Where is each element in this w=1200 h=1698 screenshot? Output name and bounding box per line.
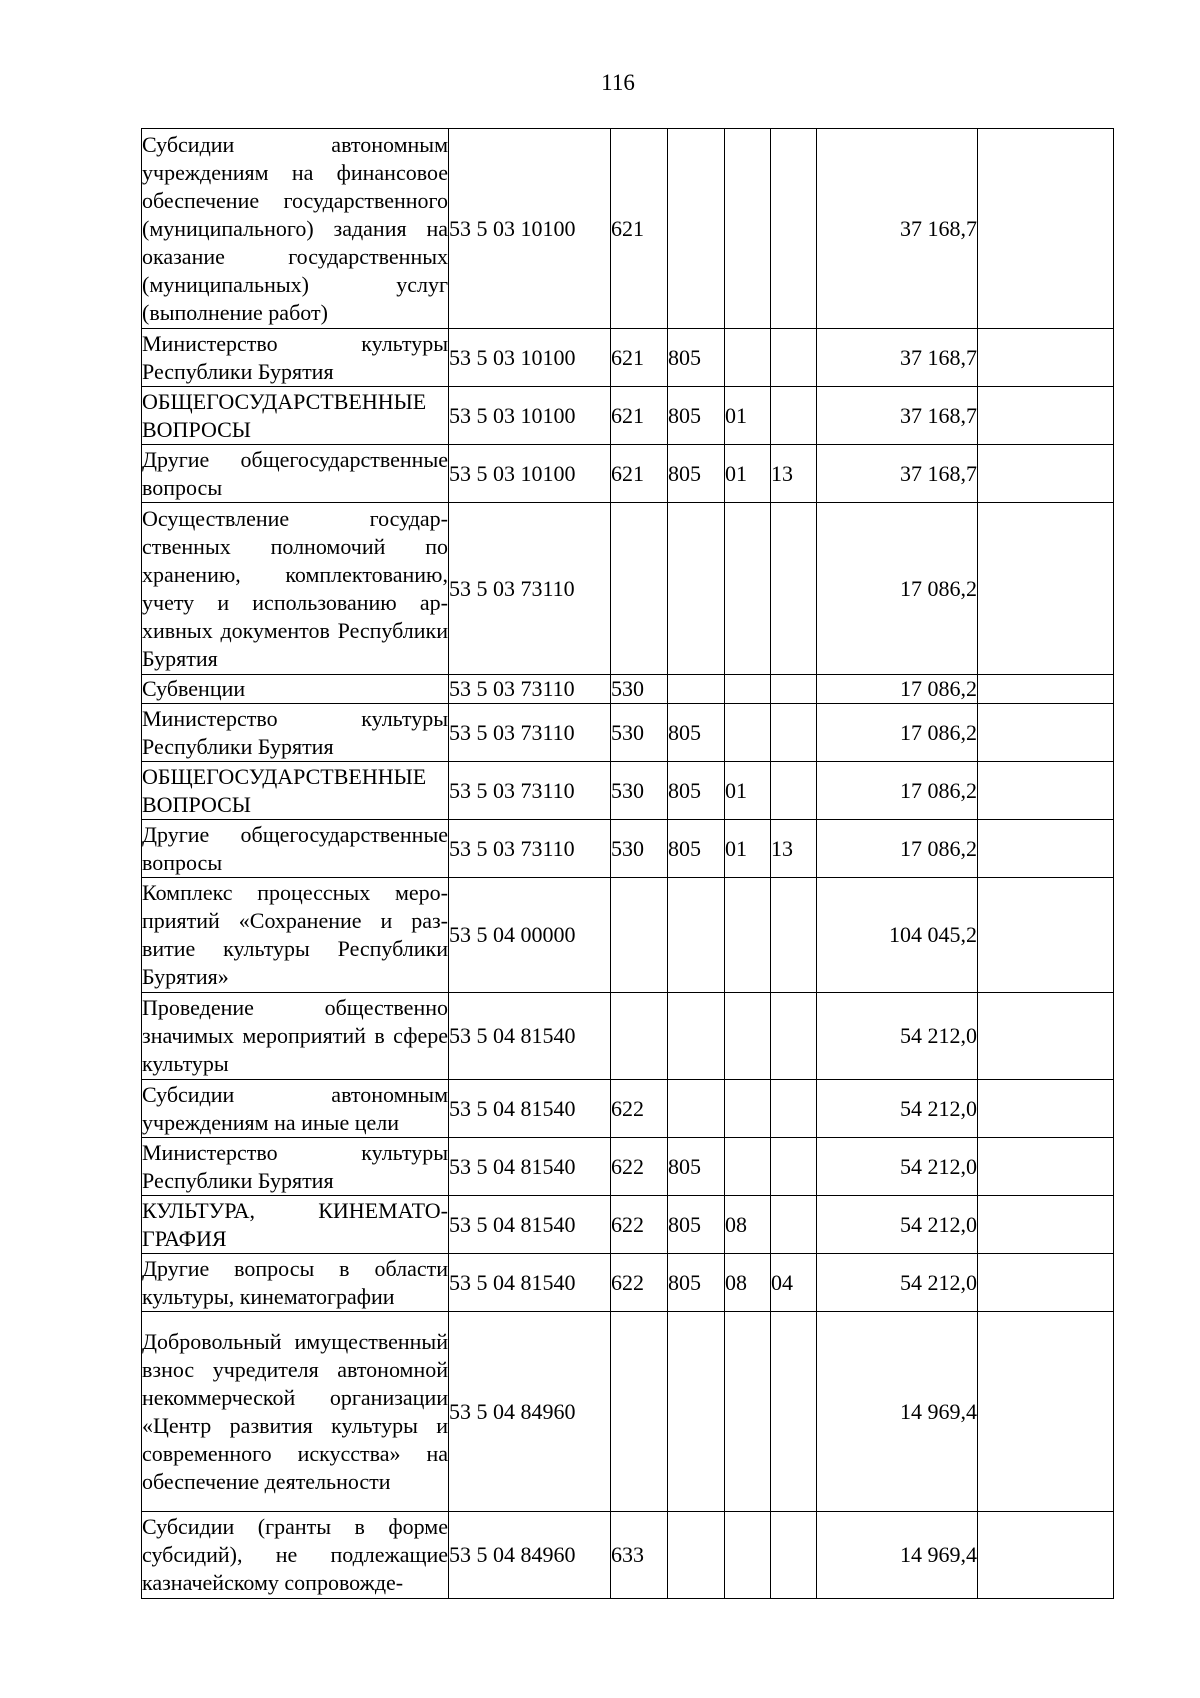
cell-ministry-code xyxy=(668,993,725,1080)
cell-expense-name: ОБЩЕГОСУДАРСТВЕННЫЕ ВОПРОСЫ xyxy=(142,387,449,445)
table-row xyxy=(142,1196,1114,1254)
cell-amount: 54 212,0 xyxy=(817,1080,978,1138)
cell-expense-type xyxy=(611,878,668,993)
cell-extra xyxy=(978,1080,1114,1138)
cell-extra xyxy=(978,704,1114,762)
cell-target-code: 53 5 03 73110 xyxy=(449,820,611,878)
cell-subsection xyxy=(771,1138,817,1196)
cell-extra xyxy=(978,675,1114,704)
table-row xyxy=(142,820,1114,878)
cell-expense-type: 621 xyxy=(611,387,668,445)
cell-expense-name: Другие вопросы в области культуры, кинематографии xyxy=(142,1254,449,1312)
cell-expense-type: 622 xyxy=(611,1080,668,1138)
cell-section xyxy=(725,329,771,387)
cell-ministry-code: 805 xyxy=(668,762,725,820)
table-row xyxy=(142,704,1114,762)
cell-expense-type: 621 xyxy=(611,129,668,329)
cell-expense-type: 622 xyxy=(611,1138,668,1196)
cell-subsection xyxy=(771,387,817,445)
cell-extra xyxy=(978,1512,1114,1599)
cell-ministry-code xyxy=(668,1312,725,1512)
cell-extra xyxy=(978,878,1114,993)
table-row xyxy=(142,1080,1114,1138)
cell-target-code: 53 5 03 10100 xyxy=(449,329,611,387)
cell-section xyxy=(725,704,771,762)
cell-amount: 54 212,0 xyxy=(817,1138,978,1196)
cell-amount: 17 086,2 xyxy=(817,820,978,878)
cell-amount: 37 168,7 xyxy=(817,445,978,503)
cell-subsection xyxy=(771,762,817,820)
cell-section xyxy=(725,675,771,704)
cell-extra xyxy=(978,762,1114,820)
cell-ministry-code: 805 xyxy=(668,1254,725,1312)
cell-section xyxy=(725,878,771,993)
table-row xyxy=(142,675,1114,704)
table-row xyxy=(142,503,1114,675)
cell-section xyxy=(725,503,771,675)
cell-expense-name: Субсидии автономным учреждениям на иные цели xyxy=(142,1080,449,1138)
cell-subsection xyxy=(771,878,817,993)
cell-extra xyxy=(978,445,1114,503)
cell-amount: 37 168,7 xyxy=(817,129,978,329)
cell-expense-type: 530 xyxy=(611,675,668,704)
cell-ministry-code: 805 xyxy=(668,1138,725,1196)
cell-target-code: 53 5 04 84960 xyxy=(449,1312,611,1512)
cell-expense-name: Другие общегосударственные вопросы xyxy=(142,820,449,878)
cell-expense-name: Комплекс процессных мероприятий «Сохранение и развитие культуры Республики Бурятия» xyxy=(142,878,449,993)
cell-subsection: 13 xyxy=(771,820,817,878)
cell-expense-name: КУЛЬТУРА, КИНЕМАТОГРАФИЯ xyxy=(142,1196,449,1254)
cell-expense-type: 530 xyxy=(611,820,668,878)
cell-expense-name: Добровольный имущественный взнос учредителя автономной некоммерческой организации «Центр развития культуры и современного искусства» на обеспечение деятельности xyxy=(142,1312,449,1512)
cell-ministry-code xyxy=(668,503,725,675)
cell-expense-type: 622 xyxy=(611,1196,668,1254)
cell-ministry-code: 805 xyxy=(668,1196,725,1254)
cell-amount: 14 969,4 xyxy=(817,1312,978,1512)
cell-section: 08 xyxy=(725,1196,771,1254)
cell-subsection xyxy=(771,675,817,704)
cell-ministry-code: 805 xyxy=(668,704,725,762)
cell-expense-type: 530 xyxy=(611,762,668,820)
cell-extra xyxy=(978,1312,1114,1512)
cell-target-code: 53 5 04 81540 xyxy=(449,1138,611,1196)
cell-subsection: 13 xyxy=(771,445,817,503)
cell-target-code: 53 5 04 84960 xyxy=(449,1512,611,1599)
cell-expense-type xyxy=(611,1312,668,1512)
cell-extra xyxy=(978,329,1114,387)
cell-expense-name: Другие общегосударственные вопросы xyxy=(142,445,449,503)
cell-target-code: 53 5 03 73110 xyxy=(449,675,611,704)
cell-amount: 17 086,2 xyxy=(817,503,978,675)
cell-extra xyxy=(978,387,1114,445)
cell-expense-type: 530 xyxy=(611,704,668,762)
table-row xyxy=(142,1512,1114,1599)
cell-subsection xyxy=(771,993,817,1080)
cell-section xyxy=(725,1312,771,1512)
cell-section xyxy=(725,993,771,1080)
cell-extra xyxy=(978,993,1114,1080)
cell-amount: 37 168,7 xyxy=(817,329,978,387)
cell-section: 01 xyxy=(725,387,771,445)
cell-target-code: 53 5 04 81540 xyxy=(449,1254,611,1312)
cell-subsection xyxy=(771,329,817,387)
cell-section: 01 xyxy=(725,445,771,503)
cell-expense-type: 622 xyxy=(611,1254,668,1312)
cell-expense-type xyxy=(611,993,668,1080)
cell-ministry-code: 805 xyxy=(668,820,725,878)
table-row xyxy=(142,878,1114,993)
cell-ministry-code: 805 xyxy=(668,445,725,503)
cell-expense-name: Проведение общественно значимых мероприятий в сфере культуры xyxy=(142,993,449,1080)
table-row xyxy=(142,1312,1114,1512)
cell-section: 08 xyxy=(725,1254,771,1312)
cell-section: 01 xyxy=(725,762,771,820)
cell-target-code: 53 5 04 00000 xyxy=(449,878,611,993)
cell-expense-name: Осуществление государственных полномочий по хранению, комплектованию, учету и использованию архивных документов Республики Бурятия xyxy=(142,503,449,675)
cell-ministry-code xyxy=(668,129,725,329)
cell-amount: 54 212,0 xyxy=(817,1254,978,1312)
cell-target-code: 53 5 03 10100 xyxy=(449,387,611,445)
cell-extra xyxy=(978,1254,1114,1312)
table-row xyxy=(142,129,1114,329)
cell-amount: 54 212,0 xyxy=(817,993,978,1080)
cell-extra xyxy=(978,1196,1114,1254)
cell-target-code: 53 5 04 81540 xyxy=(449,1196,611,1254)
cell-amount: 17 086,2 xyxy=(817,704,978,762)
cell-section: 01 xyxy=(725,820,771,878)
cell-subsection xyxy=(771,1512,817,1599)
cell-subsection xyxy=(771,1196,817,1254)
cell-target-code: 53 5 04 81540 xyxy=(449,993,611,1080)
cell-target-code: 53 5 04 81540 xyxy=(449,1080,611,1138)
cell-expense-type: 621 xyxy=(611,445,668,503)
cell-subsection xyxy=(771,129,817,329)
cell-target-code: 53 5 03 10100 xyxy=(449,129,611,329)
cell-expense-name: Субсидии автономным учреждениям на финансовое обеспечение государственного (муниципального) задания на оказание государственных (муниципальных) услуг (выполнение работ) xyxy=(142,129,449,329)
table-row xyxy=(142,329,1114,387)
cell-ministry-code: 805 xyxy=(668,329,725,387)
cell-expense-type xyxy=(611,503,668,675)
cell-ministry-code xyxy=(668,675,725,704)
cell-amount: 54 212,0 xyxy=(817,1196,978,1254)
table-row xyxy=(142,387,1114,445)
cell-target-code: 53 5 03 73110 xyxy=(449,762,611,820)
table-row xyxy=(142,445,1114,503)
cell-ministry-code xyxy=(668,1512,725,1599)
cell-ministry-code xyxy=(668,1080,725,1138)
table-row xyxy=(142,1138,1114,1196)
cell-subsection xyxy=(771,503,817,675)
cell-expense-name: ОБЩЕГОСУДАРСТВЕННЫЕ ВОПРОСЫ xyxy=(142,762,449,820)
cell-ministry-code xyxy=(668,878,725,993)
table-row xyxy=(142,762,1114,820)
cell-section xyxy=(725,129,771,329)
cell-expense-name: Субвенции xyxy=(142,675,449,704)
page-number: 116 xyxy=(601,70,635,95)
cell-target-code: 53 5 03 73110 xyxy=(449,503,611,675)
cell-target-code: 53 5 03 73110 xyxy=(449,704,611,762)
cell-extra xyxy=(978,1138,1114,1196)
cell-expense-name: Министерство культуры Республики Бурятия xyxy=(142,329,449,387)
table-row xyxy=(142,1254,1114,1312)
cell-subsection xyxy=(771,1312,817,1512)
table-row xyxy=(142,993,1114,1080)
cell-target-code: 53 5 03 10100 xyxy=(449,445,611,503)
cell-extra xyxy=(978,129,1114,329)
cell-section xyxy=(725,1138,771,1196)
cell-subsection xyxy=(771,704,817,762)
cell-expense-type: 633 xyxy=(611,1512,668,1599)
cell-amount: 104 045,2 xyxy=(817,878,978,993)
cell-expense-name: Министерство культуры Республики Бурятия xyxy=(142,1138,449,1196)
cell-amount: 37 168,7 xyxy=(817,387,978,445)
cell-extra xyxy=(978,820,1114,878)
cell-subsection: 04 xyxy=(771,1254,817,1312)
cell-expense-type: 621 xyxy=(611,329,668,387)
cell-amount: 14 969,4 xyxy=(817,1512,978,1599)
cell-ministry-code: 805 xyxy=(668,387,725,445)
cell-extra xyxy=(978,503,1114,675)
cell-section xyxy=(725,1512,771,1599)
cell-amount: 17 086,2 xyxy=(817,762,978,820)
cell-section xyxy=(725,1080,771,1138)
cell-amount: 17 086,2 xyxy=(817,675,978,704)
cell-expense-name: Субсидии (гранты в форме субсидий), не подлежащие казначейскому сопровожде- xyxy=(142,1512,449,1599)
cell-expense-name: Министерство культуры Республики Бурятия xyxy=(142,704,449,762)
cell-subsection xyxy=(771,1080,817,1138)
budget-table xyxy=(141,128,1114,1599)
